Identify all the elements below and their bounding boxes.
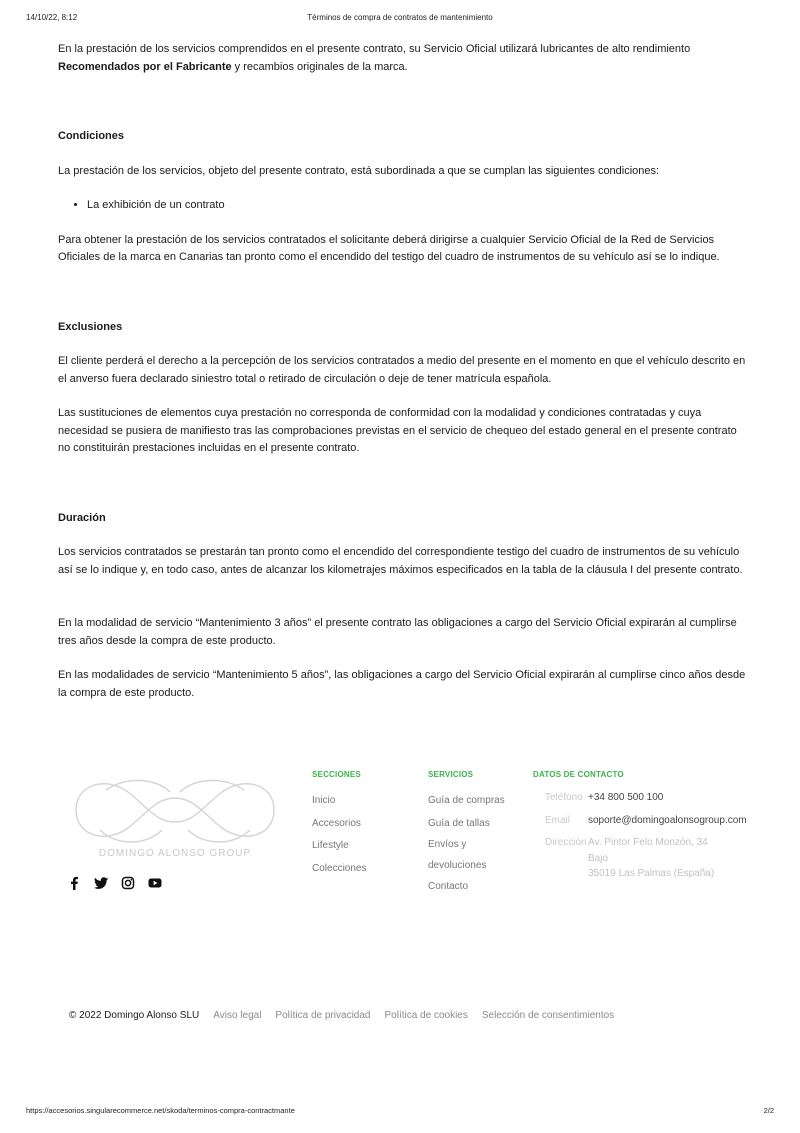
footer-link-colecciones[interactable]: Colecciones <box>312 862 367 874</box>
print-date: 14/10/22, 8:12 <box>26 13 78 22</box>
footer-link-accesorios[interactable]: Accesorios <box>312 817 361 829</box>
contact-email-row <box>533 813 783 829</box>
phone-link[interactable]: +34 800 500 100 <box>588 792 664 803</box>
footer-contacto <box>533 770 783 889</box>
footer-link-guia-compras[interactable]: Guía de compras <box>428 795 505 806</box>
terms-content <box>58 41 748 702</box>
facebook-icon[interactable] <box>66 875 82 891</box>
print-page-number: 2/2 <box>763 1106 774 1115</box>
condiciones-list <box>58 197 748 215</box>
email-label: Email <box>545 814 571 826</box>
twitter-icon[interactable] <box>93 875 109 891</box>
aviso-legal-link[interactable]: Aviso legal <box>213 1010 262 1021</box>
condiciones-paragraph-1: La prestación de los servicios, objeto del presente contrato, está subordinada a que se cumplan las siguientes condiciones: <box>58 164 660 177</box>
copyright: © 2022 Domingo Alonso SLU <box>69 1010 200 1021</box>
duracion-paragraph-1: Los servicios contratados se prestarán tan pronto como el encendido del correspondiente testigo del cuadro de instrumentos de su vehículo así se lo indique y, en todo caso, antes de alcanzar los kilometrajes máximos especificados en la tabla de la cláusula I del presente contrato. <box>58 546 743 576</box>
social-links <box>66 875 163 891</box>
contacto-heading: DATOS DE CONTACTO <box>533 770 624 779</box>
condiciones-heading: Condiciones <box>58 130 125 142</box>
list-item: • La exhibición de un contrato <box>87 197 748 215</box>
email-link[interactable]: soporte@domingoalonsogroup.com <box>588 814 747 826</box>
secciones-heading: SECCIONES <box>312 770 361 779</box>
exclusiones-paragraph-2: Las sustituciones de elementos cuya prestación no corresponda de conformidad con la modalidad y condiciones contratadas y cuya necesidad se pusiera de manifiesto tras las comprobaciones previstas en el servicio de chequeo del estado general en el presente contrato no constituirán prestaciones incluidas en el presente contrato. <box>58 407 737 454</box>
print-header <box>26 13 774 25</box>
intro-bold: Recomendados por el Fabricante <box>58 60 232 73</box>
cookies-link[interactable]: Política de cookies <box>384 1010 468 1021</box>
print-page-title: Términos de compra de contratos de mantenimiento <box>307 13 493 22</box>
address-label: Dirección <box>545 837 587 848</box>
instagram-icon[interactable] <box>120 875 136 891</box>
youtube-icon[interactable] <box>147 875 163 891</box>
site-footer <box>0 760 800 940</box>
duracion-heading: Duración <box>58 511 106 524</box>
footer-link-lifestyle[interactable]: Lifestyle <box>312 840 349 851</box>
print-url: https://accesorios.singularecommerce.net/skoda/terminos-compra-contractmante <box>26 1106 295 1115</box>
privacidad-link[interactable]: Política de privacidad <box>275 1010 371 1021</box>
footer-link-inicio[interactable]: Inicio <box>312 795 336 806</box>
footer-bottom-bar <box>69 1010 614 1021</box>
footer-servicios <box>428 770 518 899</box>
footer-secciones <box>312 770 366 880</box>
footer-link-guia-tallas[interactable]: Guía de tallas <box>428 817 490 829</box>
servicios-heading: SERVICIOS <box>428 770 474 779</box>
condiciones-paragraph-2: Para obtener la prestación de los servicios contratados el solicitante deberá dirigirse a cualquier Servicio Oficial de la Red de Servicios Oficiales de la marca en Canarias tan pronto como el encendido del testigo del cuadro de instrumentos de su vehículo así se lo indique. <box>58 233 720 263</box>
address-value: Av. Pintor Felo Monzón, 34 Bajo 35019 Las Palmas (España) <box>588 837 715 879</box>
consentimientos-link[interactable]: Selección de consentimientos <box>481 1010 615 1021</box>
footer-link-contacto[interactable]: Contacto <box>428 881 469 892</box>
contact-phone-row <box>533 790 783 806</box>
footer-link-envios[interactable]: Envíos y devoluciones <box>428 839 487 871</box>
duracion-paragraph-3: En las modalidades de servicio “Mantenimiento 5 años”, las obligaciones a cargo del Servicio Oficial expirarán al cumplirse cinco años desde la compra de este producto. <box>58 669 746 699</box>
intro-paragraph: En la prestación de los servicios comprendidos en el presente contrato, su Servicio Oficial utilizará lubricantes de alto rendimiento Recomendados por el Fabricante y recambios originales de la marca. <box>58 43 691 73</box>
duracion-paragraph-2: En la modalidad de servicio “Mantenimiento 3 años” el presente contrato las obligaciones a cargo del Servicio Oficial expirarán al cumplirse tres años desde la compra de este producto. <box>58 617 737 647</box>
phone-label: Teléfono <box>545 792 583 803</box>
exclusiones-heading: Exclusiones <box>58 320 123 333</box>
contact-address-row <box>533 835 783 882</box>
logo-text: DOMINGO ALONSO GROUP <box>98 848 252 859</box>
exclusiones-paragraph-1: El cliente perderá el derecho a la percepción de los servicios contratados a medio del presente en el momento en que el vehículo descrito en el anverso fuera declarado siniestro total o retirado de circulación o deje de tener matrícula española. <box>58 355 746 385</box>
